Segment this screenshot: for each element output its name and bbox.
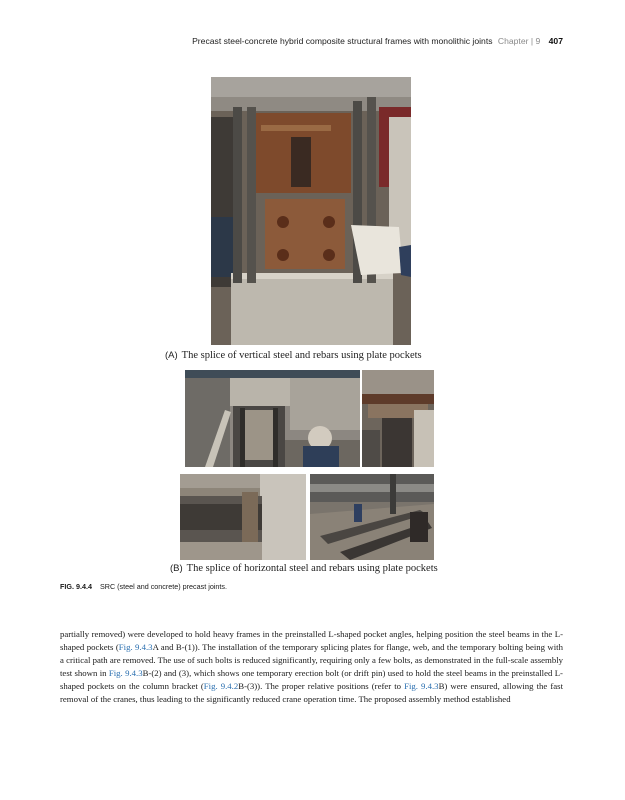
panel-a-caption: The splice of vertical steel and rebars using plate pockets <box>181 350 422 361</box>
panel-a-letter: (A) <box>165 350 178 361</box>
figure-label: FIG. 9.4.4 <box>60 582 92 591</box>
body-text-segment: B-(3)). The proper relative positions (refer to <box>238 680 405 691</box>
body-text-segment: B-(2) and (3), which shows one temporary erection bolt (or drift pin) used to hold the steel beams in the preinstalled L-shaped pockets on the column bracket ( <box>60 667 563 691</box>
body-text-segment: A and B-(1)). The installation of the temporary splicing plates for flange, web, and the temporary bolting being with a critical path are removed. The use of such bolts is reduced significantly, requiring only a few bolts, as demonstrated in the full-scale assembly test shown in <box>60 641 563 678</box>
photo-b1-column-bracket <box>185 370 360 467</box>
running-header <box>60 36 563 46</box>
figure-reference-link[interactable]: Fig. 9.4.3 <box>108 667 143 678</box>
panel-b-caption: The splice of horizontal steel and rebars using plate pockets <box>186 563 438 574</box>
panel-b-label <box>170 563 438 574</box>
panel-a-label <box>165 350 422 361</box>
running-title: Precast steel-concrete hybrid composite structural frames with monolithic joints <box>192 36 493 46</box>
figure-reference-link[interactable]: Fig. 9.4.2 <box>203 680 239 691</box>
figure-reference-link[interactable]: Fig. 9.4.3 <box>404 680 439 691</box>
photo-b2-beam-pocket <box>362 370 434 467</box>
photo-a-vertical-splice <box>211 77 411 345</box>
figure-reference-link[interactable]: Fig. 9.4.3 <box>118 641 153 652</box>
page-number: 407 <box>548 36 563 46</box>
photo-b3-horizontal-splice <box>180 474 306 560</box>
chapter-label: Chapter | 9 <box>497 36 541 46</box>
figure-caption <box>60 582 227 591</box>
body-text-segment: B) were ensured, allowing the fast removal of the cranes, thus leading to the significantly reduced crane operation time. The proposed assembly method established <box>60 680 563 704</box>
body-text-segment: partially removed) were developed to hold heavy frames in the preinstalled L-shaped pocket angles, helping position the steel beams in the L-shaped pockets ( <box>60 629 563 652</box>
panel-b-letter: (B) <box>170 563 183 574</box>
body-paragraph <box>60 628 563 705</box>
photo-b4-assembly-test <box>310 474 434 560</box>
figure-caption-text: SRC (steel and concrete) precast joints. <box>99 582 228 591</box>
